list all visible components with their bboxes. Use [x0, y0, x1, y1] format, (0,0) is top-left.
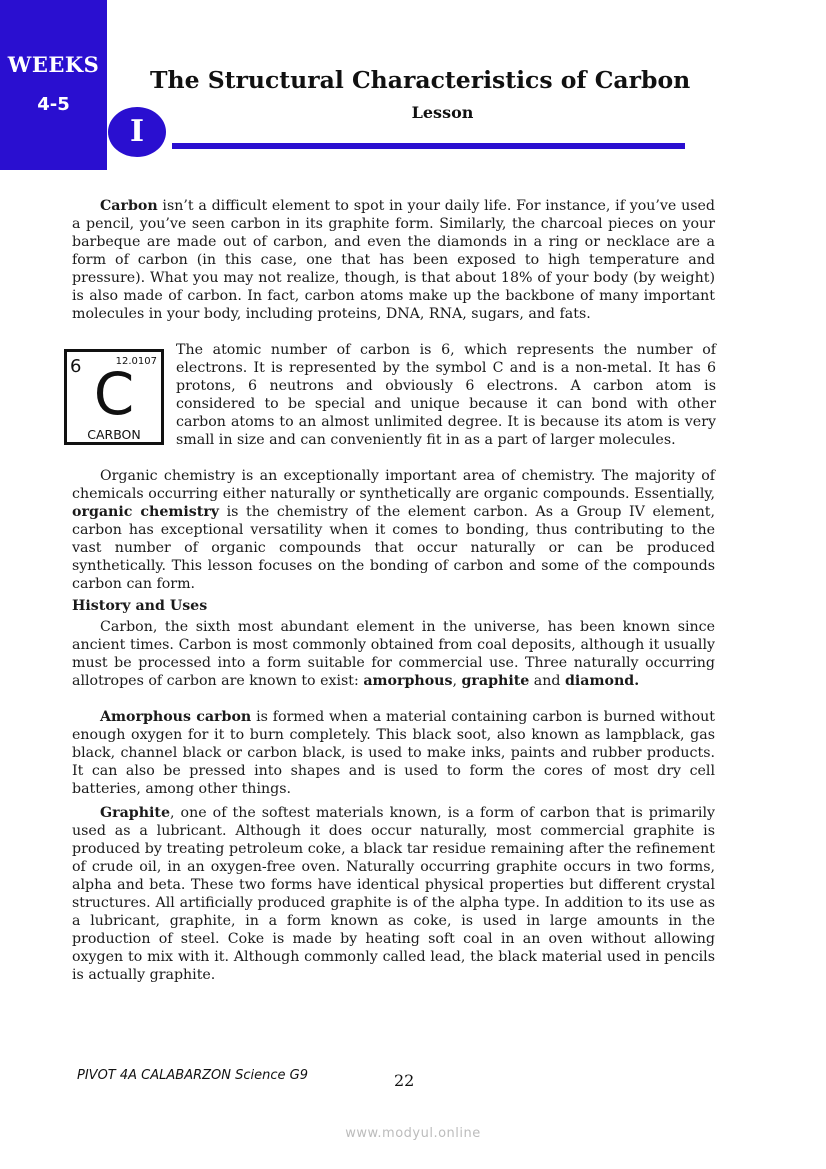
weeks-label: WEEKS	[7, 52, 100, 77]
amorphous-carbon-paragraph	[72, 708, 715, 798]
history-paragraph-1	[72, 618, 715, 690]
paragraph-end: .	[634, 673, 640, 689]
graphite-text: , one of the softest materials known, is a form of carbon that is primarily used as a lubricant. Although it does occur naturally, most commercial graphite is produced by treating petroleum coke, a black tar residue remaining after the refinement of crude oil, in an oxygen-free oven. Naturally occurring graphite occurs in two forms, alpha and beta. These two forms have identical physical properties but different crystal structures. All artificially produced graphite is of the alpha type. In addition to its use as a lubricant, graphite, in a form known as coke, is used in large amounts in the production of steel. Coke is made by heating soft coal in an oven without allowing oxygen to mix with it. Although commonly called lead, the black material used in pencils is actually graphite.	[72, 805, 715, 983]
intro-paragraph-2: The atomic number of carbon is 6, which represents the number of electrons. It is represented by the symbol C and is a non-metal. It has 6 protons, 6 neutrons and obviously 6 electrons. A carbon atom is considered to be special and unique because it can bond with other carbon atoms to an almost unlimited degree. It is because its atom is very small in size and can conveniently fit in as a part of larger molecules.	[176, 342, 716, 448]
weeks-range: 4-5	[37, 94, 70, 115]
intro-paragraph-3-b: is the chemistry of the element carbon. As a Group IV element, carbon has exceptional versatility when it comes to bonding, thus contributing to the vast number of organic compounds that occur naturally or can be produced synthetically. This lesson focuses on the bonding of carbon and some of the compounds carbon can form.	[72, 504, 715, 592]
element-name: CARBON	[87, 427, 141, 442]
graphite-term: Graphite	[100, 805, 170, 821]
history-heading: History and Uses	[72, 598, 208, 614]
section-badge: I	[108, 107, 166, 157]
separator-2: and	[529, 673, 565, 689]
weeks-banner	[0, 0, 107, 170]
allotrope-amorphous: amorphous	[363, 673, 453, 689]
intro-paragraph-1-text: isn’t a difficult element to spot in your daily life. For instance, if you’ve used a pencil, you’ve seen carbon in its graphite form. Similarly, the charcoal pieces on your barbeque are made out of carbon, and even the diamonds in a ring or necklace are a form of carbon (in this case, one that has been exposed to high temperature and pressure). What you may not realize, though, is that about 18% of your body (by weight) is also made of carbon. In fact, carbon atoms make up the backbone of many important molecules in your body, including proteins, DNA, RNA, sugars, and fats.	[72, 198, 715, 322]
organic-chemistry-term: organic chemistry	[72, 504, 220, 520]
graphite-paragraph	[72, 804, 715, 984]
footer-source: PIVOT 4A CALABARZON Science G9	[77, 1068, 308, 1083]
history-paragraph-1-text: Carbon, the sixth most abundant element in the universe, has been known since ancient times. Carbon is most commonly obtained from coal deposits, although it usually must be processed into a form suitable for commercial use. Three naturally occurring allotropes of carbon are known to exist:	[72, 619, 715, 689]
page-subtitle: Lesson	[411, 103, 474, 122]
atomic-number: 6	[70, 356, 82, 377]
intro-paragraph-1	[72, 197, 715, 323]
element-symbol: C	[93, 360, 135, 428]
allotrope-diamond: diamond	[565, 673, 635, 689]
page-title: The Structural Characteristics of Carbon	[150, 66, 691, 94]
amorphous-carbon-term: Amorphous carbon	[100, 709, 252, 725]
amorphous-carbon-text: is formed when a material containing carbon is burned without enough oxygen for it to burn completely. This black soot, also known as lampblack, gas black, channel black or carbon black, is used to make inks, paints and rubber products. It can also be pressed into shapes and is used to form the cores of most dry cell batteries, among other things.	[72, 709, 715, 797]
page-number: 22	[394, 1071, 415, 1090]
carbon-term: Carbon	[100, 198, 158, 214]
carbon-element-tile	[64, 349, 164, 445]
allotrope-graphite: graphite	[461, 673, 530, 689]
separator-1: ,	[452, 673, 462, 689]
intro-paragraph-3-a: Organic chemistry is an exceptionally important area of chemistry. The majority of chemicals occurring either naturally or synthetically are organic compounds. Essentially,	[72, 468, 715, 502]
title-rule	[172, 143, 685, 149]
intro-paragraph-3	[72, 467, 715, 593]
site-watermark: www.modyul.online	[345, 1126, 481, 1141]
atomic-mass: 12.0107	[115, 356, 157, 367]
